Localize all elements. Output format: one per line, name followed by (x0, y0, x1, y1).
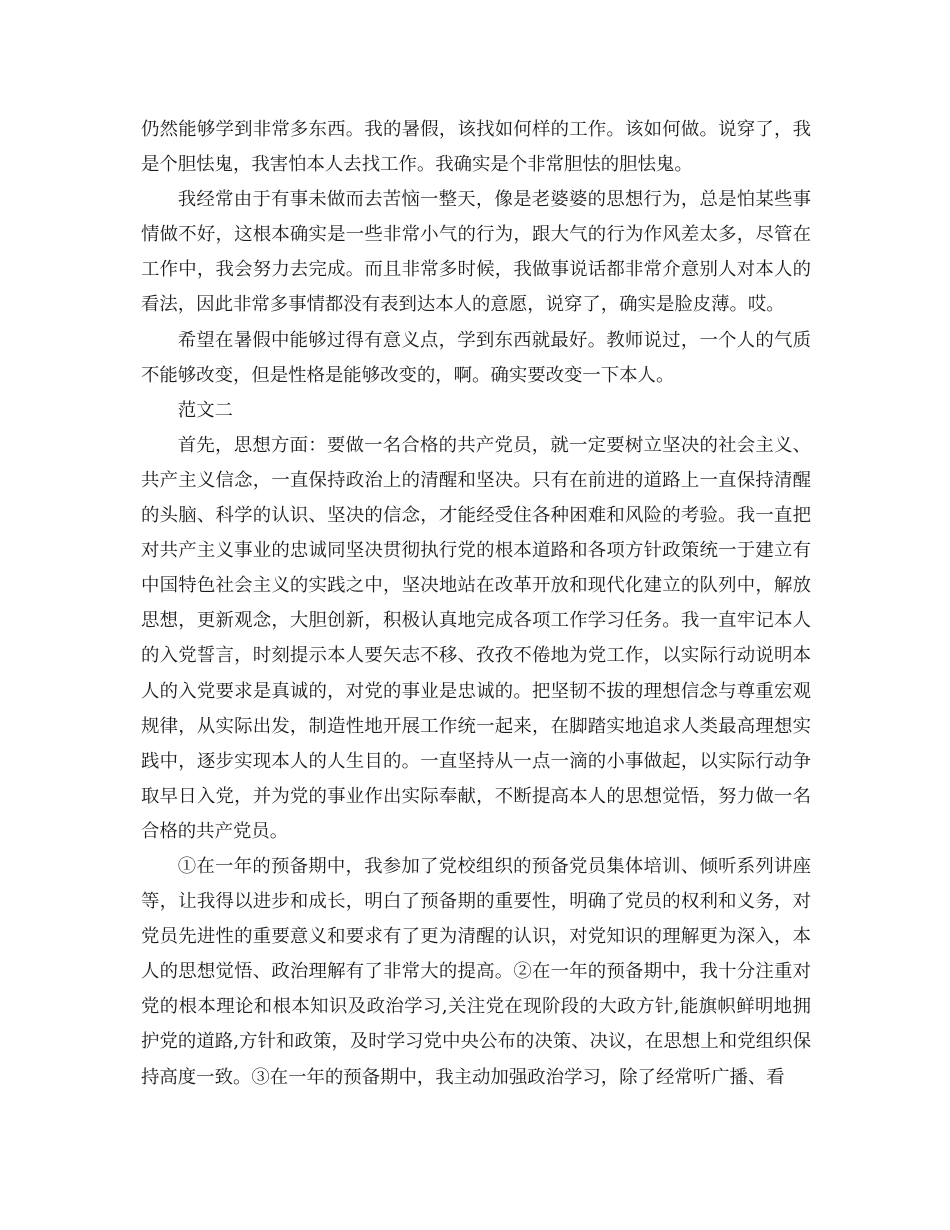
section-heading: 范文二 (177, 399, 233, 421)
paragraph-5: ①在一年的预备期中，我参加了党校组织的预备党员集体培训、倾听系列讲座等，让我得以进步和成长，明白了预备期的重要性，明确了党员的权利和义务，对党员先进性的重要意义和要求有了更为清醒的认识，对党知识的理解更为深入，本人的思想觉悟、政治理解有了非常大的提高。②在一年的预备期中，我十分注重对党的根本理论和根本知识及政治学习,关注党在现阶段的大政方针,能旗帜鲜明地拥护党的道路,方针和政策，及时学习党中央公布的决策、决议，在思想上和党组织保持高度一致。③在一年的预备期中，我主动加强政治学习，除了经常听广播、看 (141, 855, 811, 1088)
paragraph-2: 我经常由于有事未做而去苦恼一整天，像是老婆婆的思想行为，总是怕某些事情做不好，这根本确实是一些非常小气的行为，跟大气的行为作风差太多，尽管在工作中，我会努力去完成。而且非常多时候，我做事说话都非常介意别人对本人的看法，因此非常多事情都没有表到达本人的意愿，说穿了，确实是脸皮薄。哎。 (141, 189, 811, 316)
paragraph-3: 希望在暑假中能够过得有意义点，学到东西就最好。教师说过，一个人的气质不能够改变，但是性格是能够改变的，啊。确实要改变一下本人。 (141, 329, 811, 386)
paragraph-4: 首先，思想方面：要做一名合格的共产党员，就一定要树立坚决的社会主义、共产主义信念，一直保持政治上的清醒和坚决。只有在前进的道路上一直保持清醒的头脑、科学的认识、坚决的信念，才能经受住各种困难和风险的考验。我一直把对共产主义事业的忠诚同坚决贯彻执行党的根本道路和各项方针政策统一于建立有中国特色社会主义的实践之中，坚决地站在改革开放和现代化建立的队列中，解放思想，更新观念，大胆创新，积极认真地完成各项工作学习任务。我一直牢记本人的入党誓言，时刻提示本人要矢志不移、孜孜不倦地为党工作，以实际行动说明本人的入党要求是真诚的，对党的事业是忠诚的。把坚韧不拔的理想信念与尊重宏观规律，从实际出发，制造性地开展工作统一起来，在脚踏实地追求人类最高理想实践中，逐步实现本人的人生目的。一直坚持从一点一滴的小事做起，以实际行动争取早日入党，并为党的事业作出实际奉献，不断提高本人的思想觉悟，努力做一名合格的共产党员。 (141, 434, 811, 842)
paragraph-1: 仍然能够学到非常多东西。我的暑假，该找如何样的工作。该如何做。说穿了，我是个胆怯鬼，我害怕本人去找工作。我确实是个非常胆怯的胆怯鬼。 (141, 119, 811, 176)
document-body (141, 112, 811, 1095)
